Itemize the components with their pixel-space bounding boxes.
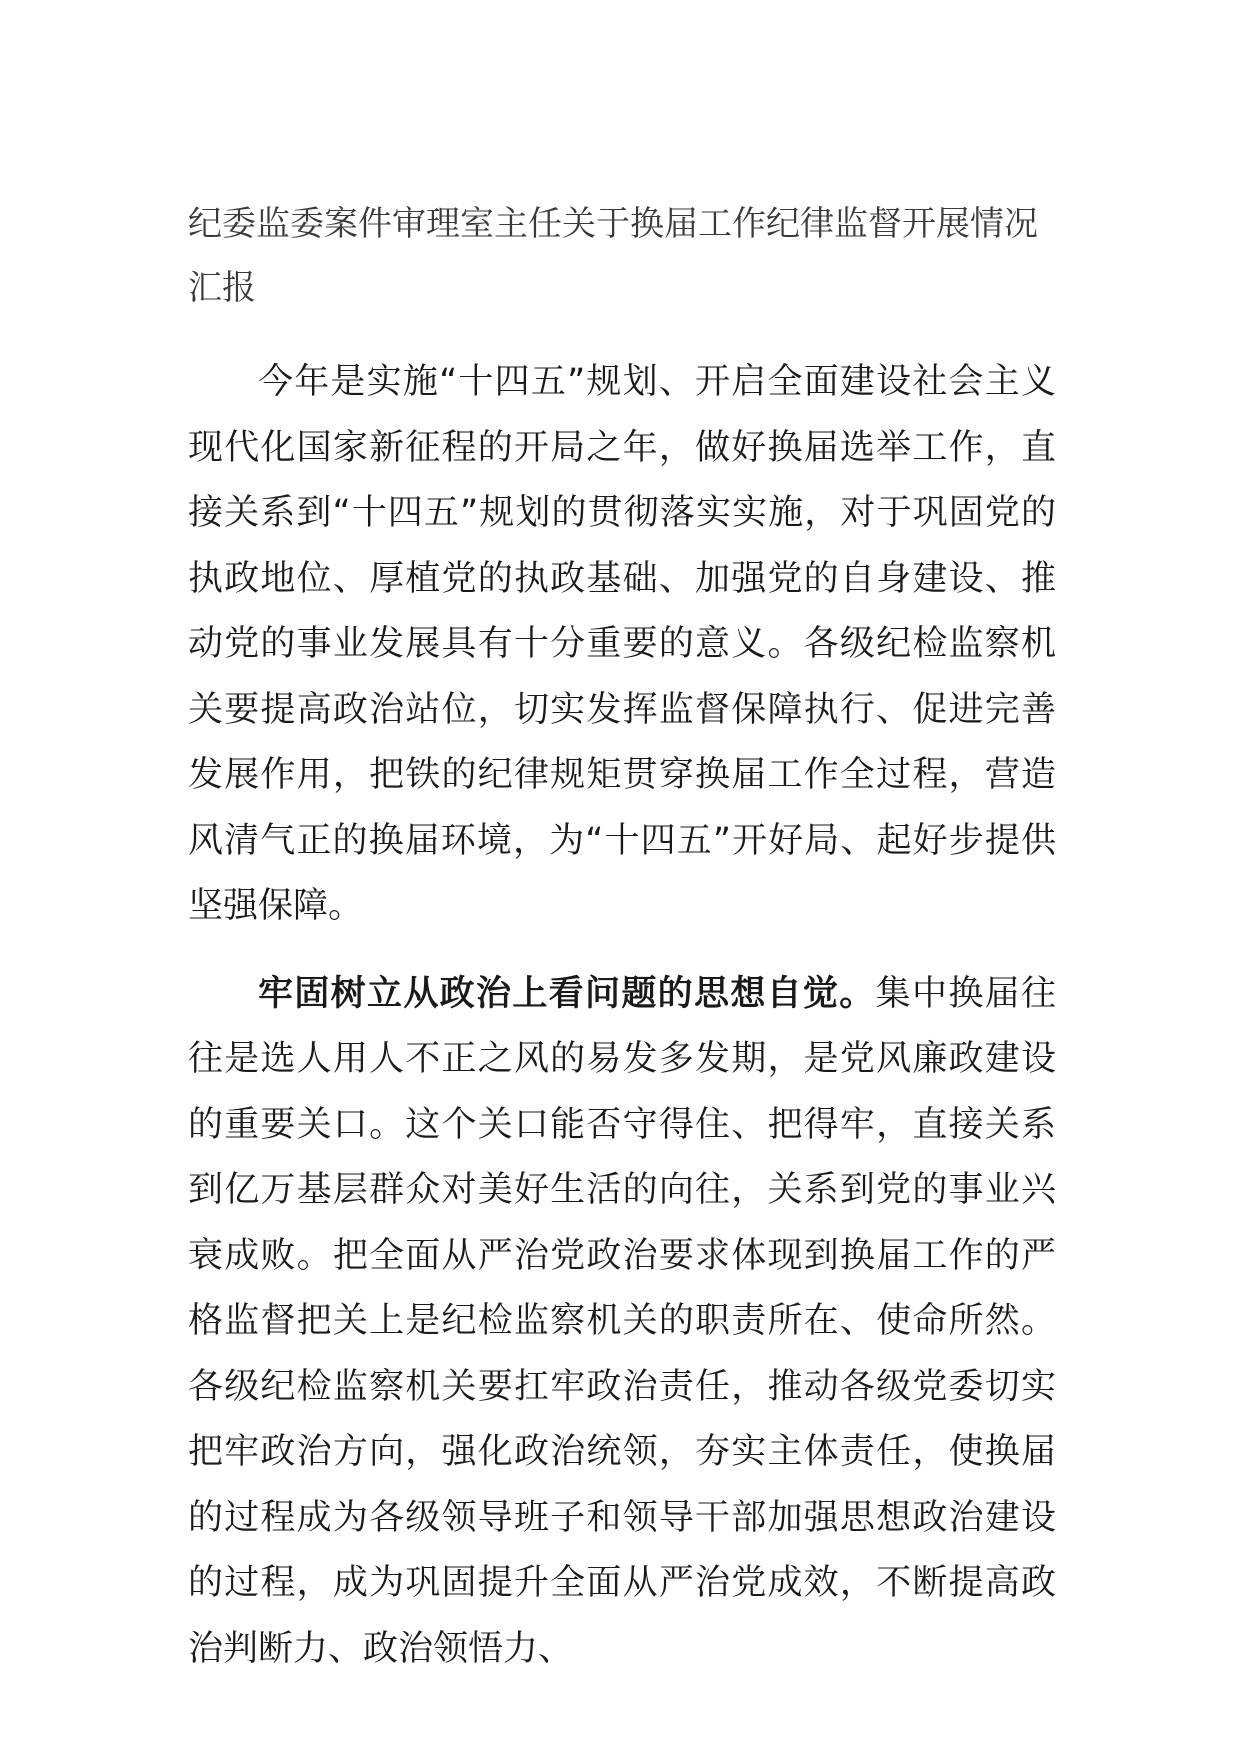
paragraph-political-awareness [188, 962, 1056, 1683]
document-title: 纪委监委案件审理室主任关于换届工作纪律监督开展情况汇报 [188, 204, 1038, 308]
paragraph-lead-heading: 牢固树立从政治上看问题的思想自觉。 [258, 973, 876, 1014]
document-page [188, 192, 1056, 1704]
paragraph-intro: 今年是实施“十四五”规划、开启全面建设社会主义现代化国家新征程的开局之年，做好换届选举工作，直接关系到“十四五”规划的贯彻落实实施，对于巩固党的执政地位、厚植党的执政基础、加强党的自身建设、推动党的事业发展具有十分重要的意义。各级纪检监察机关要提高政治站位，切实发挥监督保障执行、促进完善发展作用，把铁的纪律规矩贯穿换届工作全过程，营造风清气正的换届环境，为“十四五”开好局、起好步提供坚强保障。 [188, 362, 1056, 926]
paragraph-body: 集中换届往往是选人用人不正之风的易发多发期，是党风廉政建设的重要关口。这个关口能否守得住、把得牢，直接关系到亿万基层群众对美好生活的向往，关系到党的事业兴衰成败。把全面从严治党政治要求体现到换届工作的严格监督把关上是纪检监察机关的职责所在、使命所然。各级纪检监察机关要扛牢政治责任，推动各级党委切实把牢政治方向，强化政治统领，夯实主体责任，使换届的过程成为各级领导班子和领导干部加强思想政治建设的过程，成为巩固提升全面从严治党成效，不断提高政治判断力、政治领悟力、 [188, 973, 1056, 1669]
